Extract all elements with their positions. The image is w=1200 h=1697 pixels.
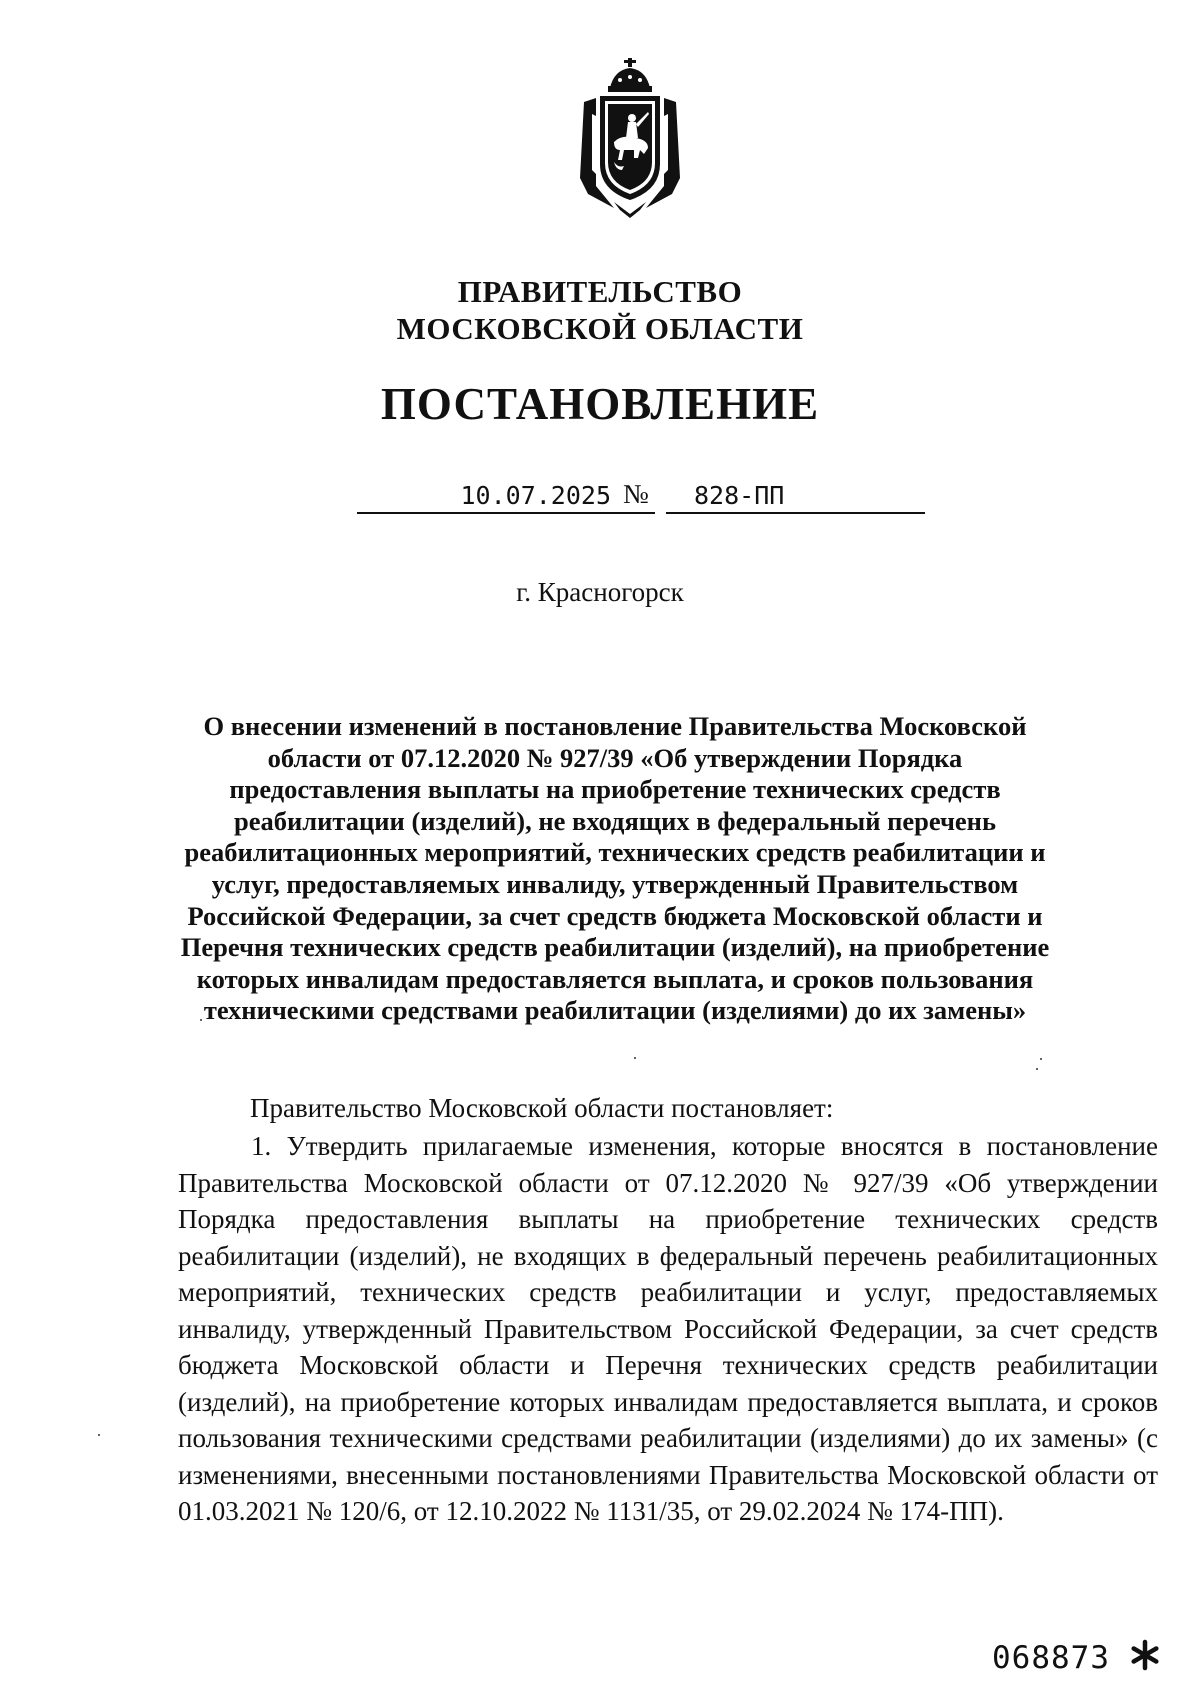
date-field [357,476,655,514]
scan-speck [1040,1058,1042,1060]
number-sign: № [623,479,649,509]
document-type: ПОСТАНОВЛЕНИЕ [380,379,820,429]
city-name: г. Красногорск [516,577,684,607]
document-number: 828-ПП [694,481,785,510]
clause-1: 1. Утвердить прилагаемые изменения, которые вносятся в постановление Правительства Московской области от 07.12.2020 № 927/39 «Об утверждении Порядка предоставления выплаты на приобретение технических средств реабилитации (изделий), не входящих в федеральный перечень реабилитационных мероприятий, технических средств реабилитации и услуг, предоставляемых инвалиду, утвержденный Правительством Российской Федерации, за счет средств бюджета Московской области и Перечня технических средств реабилитации (изделий), на приобретение которых инвалидам предоставляется выплата, и сроков пользования техническими средствами реабилитации (изделиями) до их замены» (с изменениями, внесенными постановлениями Правительства Московской области от 01.03.2021 № 120/6, от 12.10.2022 № 1131/35, от 29.02.2024 № 174-ПП). [178,1131,1158,1526]
organization-name-line1: ПРАВИТЕЛЬСТВО [457,274,743,309]
coat-of-arms-icon [574,58,686,218]
scan-speck [1036,1068,1038,1070]
asterisk-icon [1129,1639,1161,1671]
document-date: 10.07.2025 [460,481,611,510]
scan-speck [200,1019,202,1021]
preamble-text: Правительство Московской области постановляет: [250,1093,834,1123]
document-title: О внесении изменений в постановление Правительства Московской области от 07.12.2020 № 927/39 «Об утверждении Порядка предоставления выплаты на приобретение технических средств реабилитации (изделий), не входящих в федеральный перечень реабилитационных мероприятий, технических средств реабилитации и услуг, предоставляемых инвалиду, утвержденный Правительством Российской Федерации, за счет средств бюджета Московской области и Перечня технических средств реабилитации (изделий), на приобретение которых инвалидам предоставляется выплата, и сроков пользования техническими средствами реабилитации (изделиями) до их замены» [180,711,1050,1026]
serial-number: 068873 [992,1640,1110,1676]
scan-speck [634,1057,636,1059]
scan-speck [98,1434,100,1436]
organization-name-line2: МОСКОВСКОЙ ОБЛАСТИ [396,311,804,346]
number-field [666,476,925,514]
